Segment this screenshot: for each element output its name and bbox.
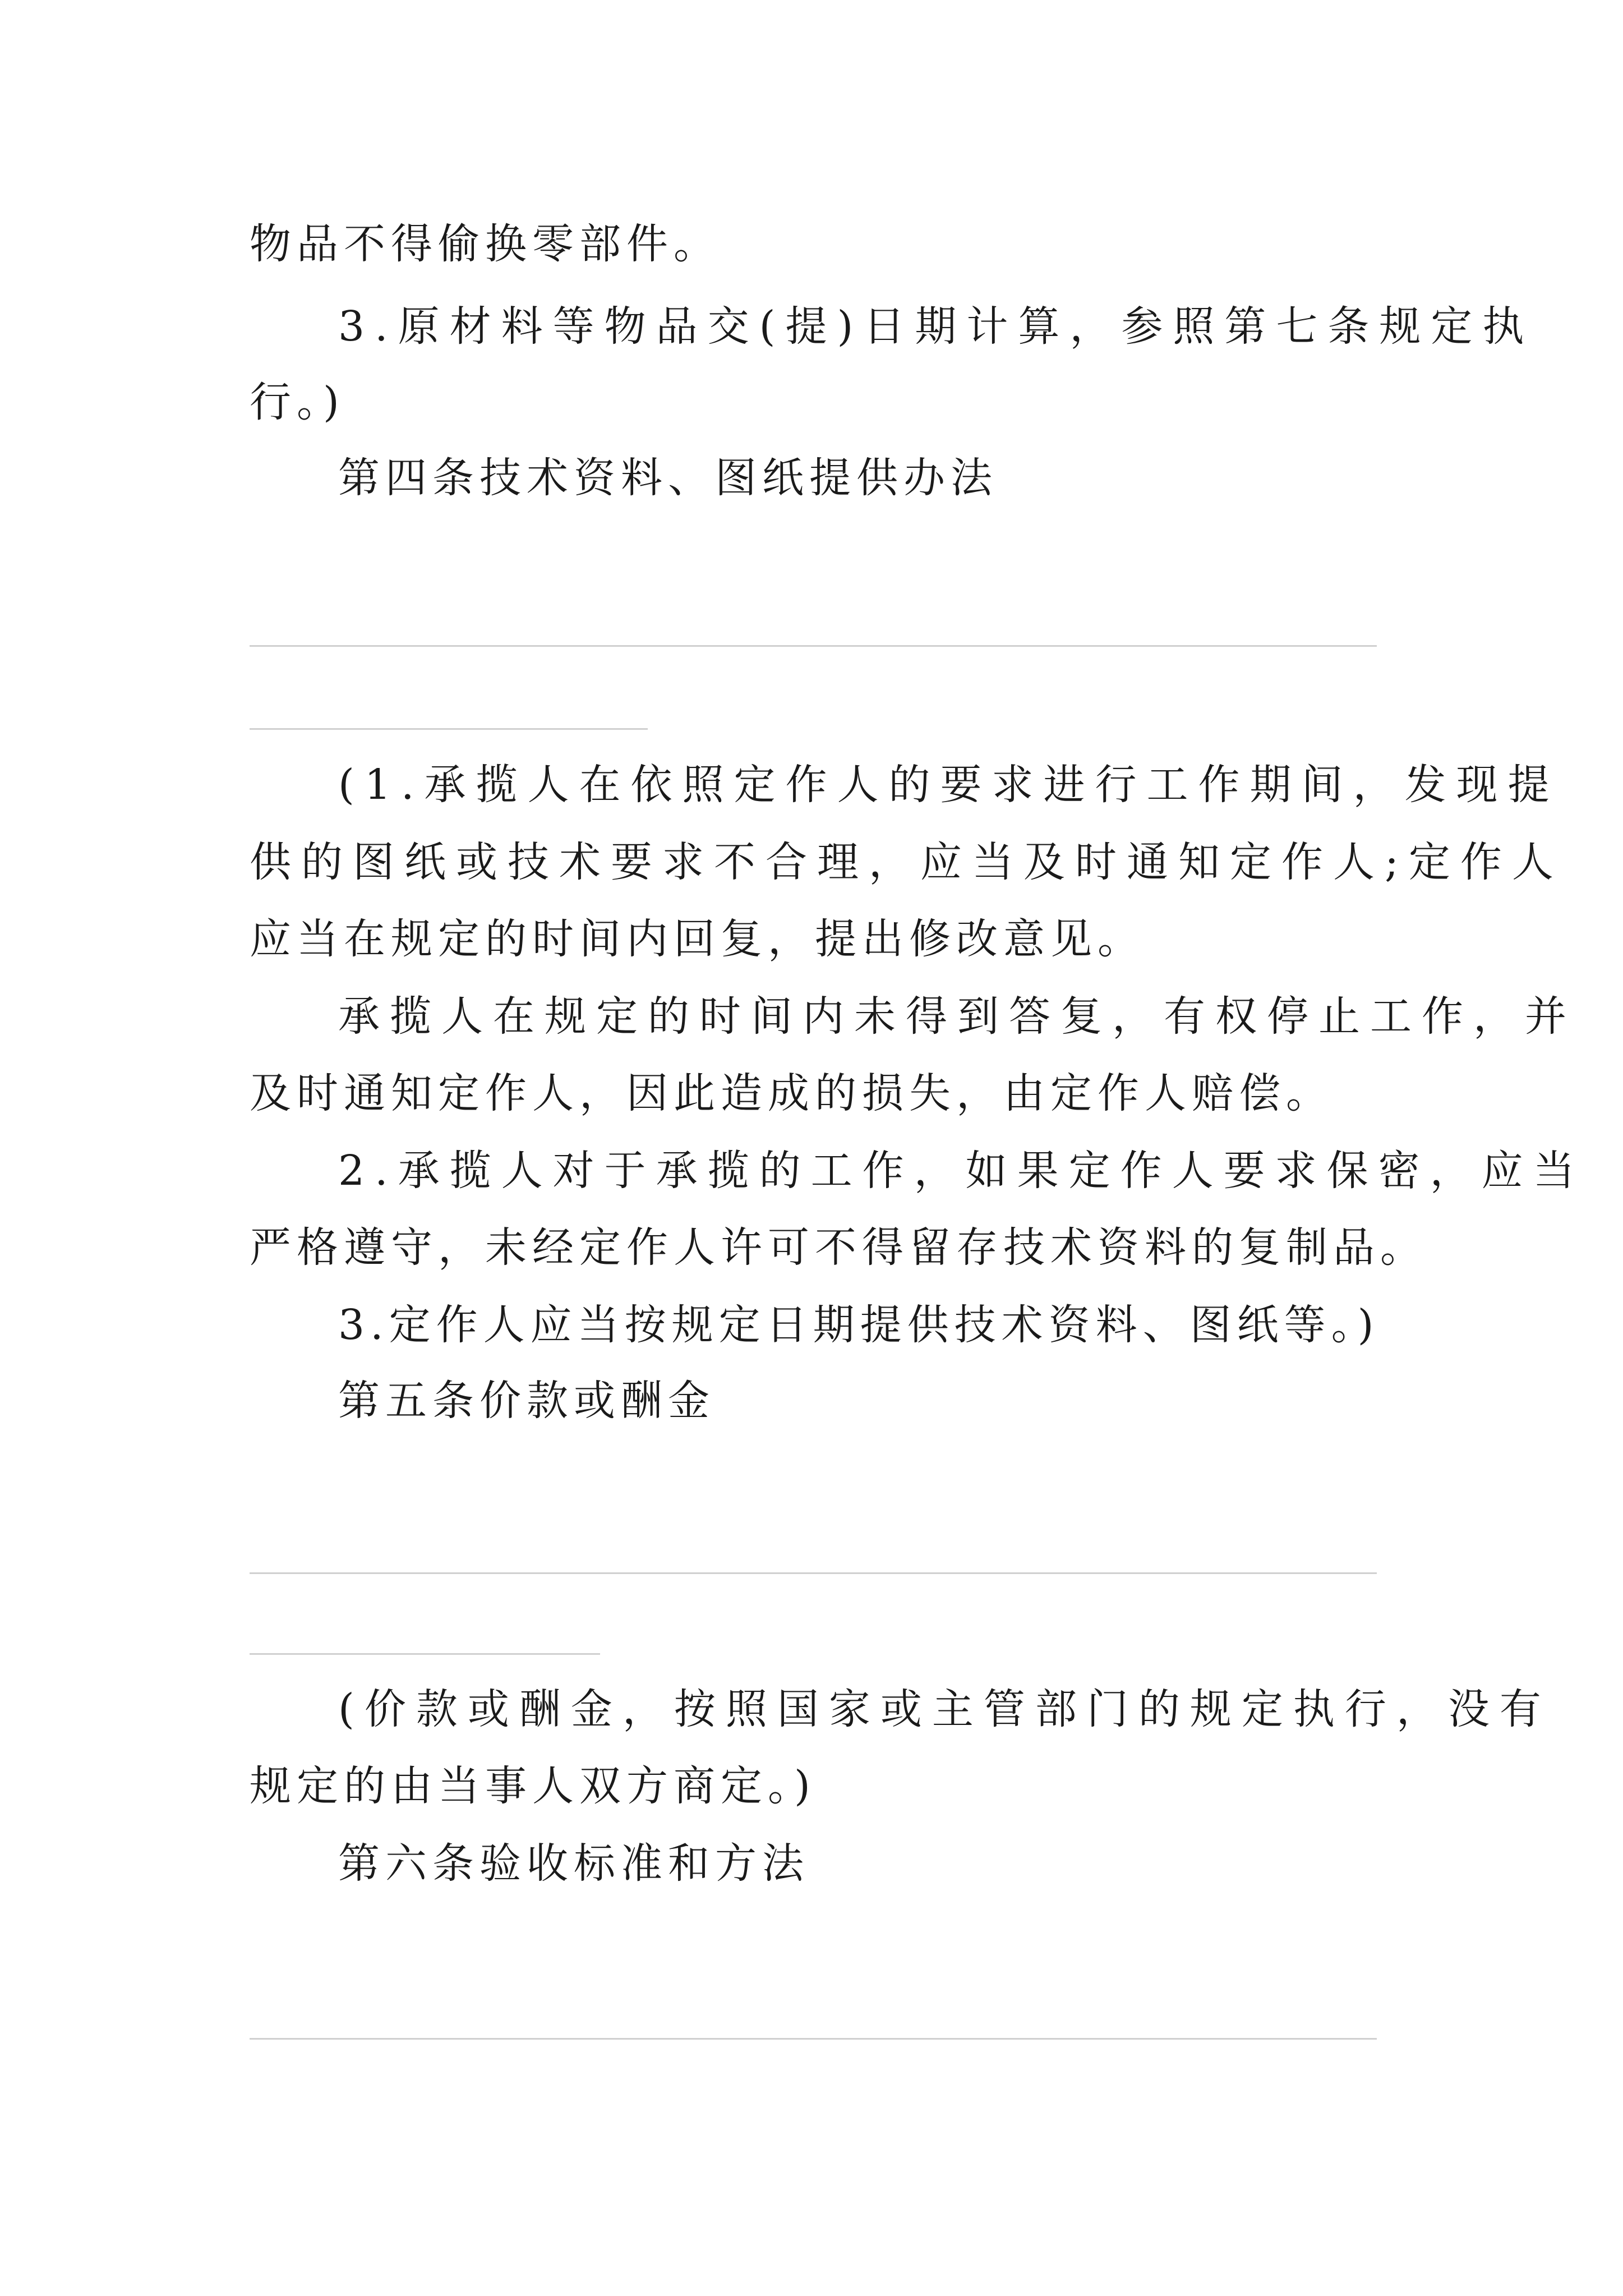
blank-fill-line [250,645,1377,647]
text-line: 2.承揽人对于承揽的工作，如果定作人要求保密，应当 [338,1147,1585,1195]
text-line: 承揽人在规定的时间内未得到答复，有权停止工作，并 [338,992,1576,1041]
text-line: 物品不得偷换零部件。 [250,220,721,268]
text-line: 3.定作人应当按规定日期提供技术资料、图纸等。) [338,1301,1380,1349]
text-line: (1.承揽人在依照定作人的要求进行工作期间，发现提 [338,761,1560,809]
text-line: 供的图纸或技术要求不合理，应当及时通知定作人;定作人 [250,838,1564,886]
blank-fill-line [250,728,648,730]
text-line: 严格遵守，未经定作人许可不得留存技术资料的复制品。 [250,1223,1427,1272]
text-line: 应当在规定的时间内回复，提出修改意见。 [250,915,1145,963]
text-line: 规定的由当事人双方商定。) [250,1762,816,1810]
blank-fill-line [250,2038,1377,2040]
section-heading: 第四条技术资料、图纸提供办法 [338,454,998,502]
section-heading: 第六条验收标准和方法 [338,1839,809,1888]
blank-fill-line [250,1572,1377,1574]
text-line: 3.原材料等物品交(提)日期计算，参照第七条规定执 [338,302,1534,351]
blank-fill-line [250,1653,600,1655]
text-line: 及时通知定作人，因此造成的损失，由定作人赔偿。 [250,1069,1333,1117]
section-heading: 第五条价款或酬金 [338,1377,715,1425]
text-line: (价款或酬金，按照国家或主管部门的规定执行，没有 [338,1685,1551,1733]
text-line: 行。) [250,378,345,426]
